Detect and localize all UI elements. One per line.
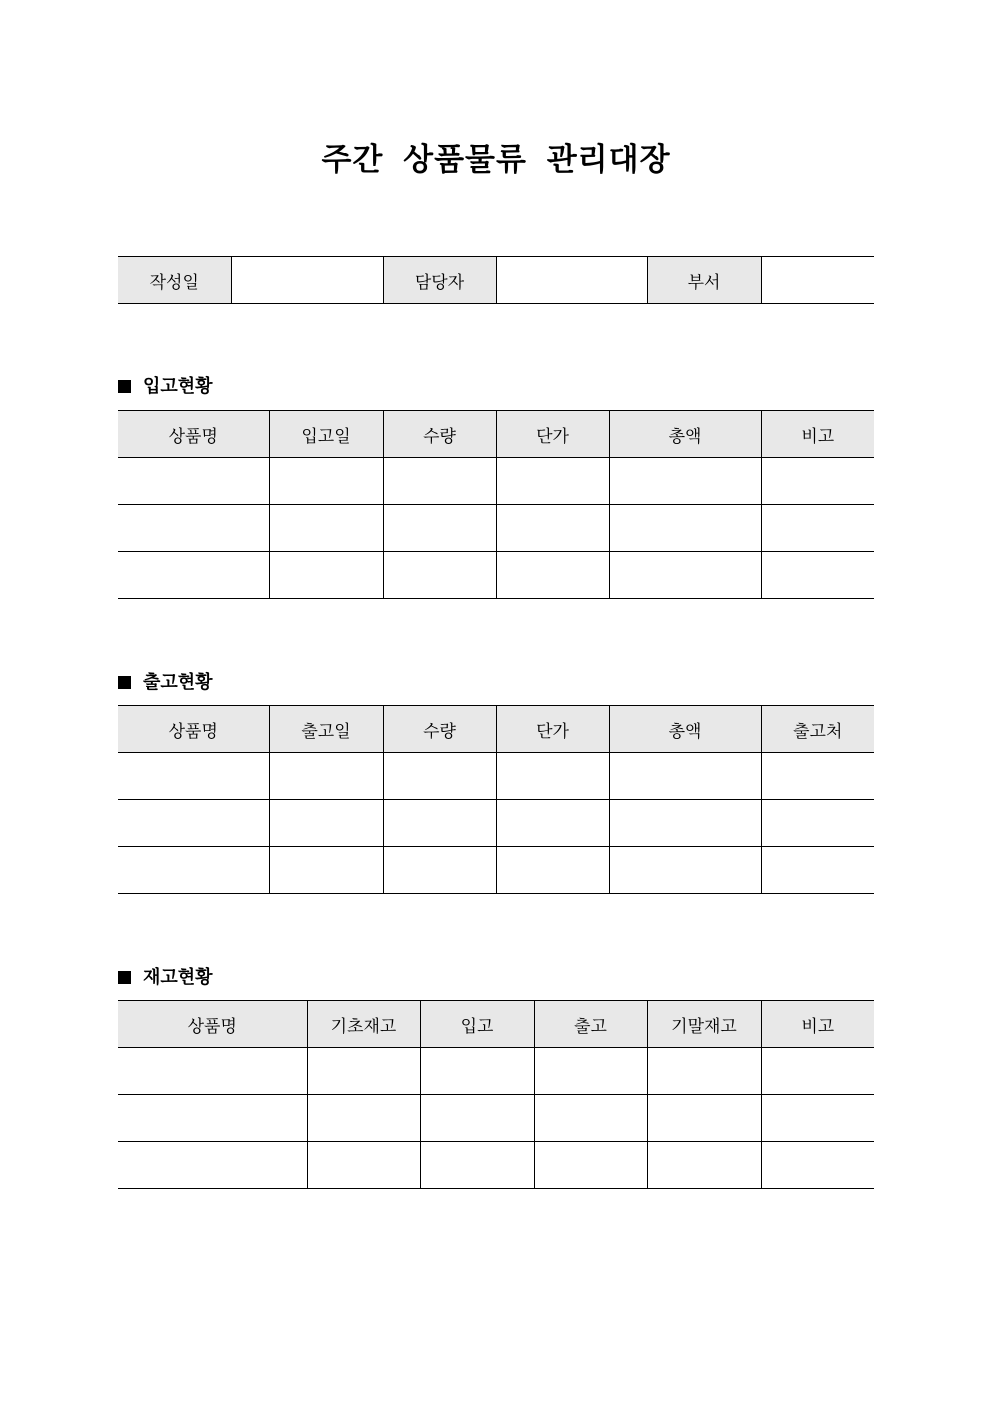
table-cell[interactable] (609, 552, 761, 599)
table-cell[interactable] (420, 1048, 534, 1095)
table-cell[interactable] (118, 1048, 307, 1095)
section-heading-outbound: 출고현황 (118, 668, 213, 694)
department-field[interactable] (761, 257, 874, 304)
column-header: 입고일 (269, 411, 383, 458)
table-cell[interactable] (534, 1048, 647, 1095)
table-cell[interactable] (383, 753, 496, 800)
table-cell[interactable] (383, 552, 496, 599)
table-cell[interactable] (761, 753, 874, 800)
table-cell[interactable] (609, 800, 761, 847)
table-cell[interactable] (761, 1095, 874, 1142)
table-header-row (118, 1001, 874, 1048)
document-title: 주간 상품물류 관리대장 (321, 142, 671, 178)
table-cell[interactable] (307, 1048, 420, 1095)
table-cell[interactable] (534, 1142, 647, 1189)
table-cell[interactable] (761, 847, 874, 894)
inbound-table (118, 410, 874, 599)
table-cell[interactable] (647, 1048, 761, 1095)
table-cell[interactable] (269, 505, 383, 552)
table-cell[interactable] (647, 1142, 761, 1189)
table-cell[interactable] (420, 1142, 534, 1189)
table-cell[interactable] (383, 847, 496, 894)
column-header: 총액 (609, 411, 761, 458)
table-cell[interactable] (534, 1095, 647, 1142)
label-manager: 담당자 (383, 257, 496, 304)
table-cell[interactable] (609, 458, 761, 505)
table-cell[interactable] (609, 753, 761, 800)
column-header: 단가 (496, 706, 609, 753)
table-cell[interactable] (420, 1095, 534, 1142)
table-row (118, 458, 874, 505)
table-cell[interactable] (118, 1142, 307, 1189)
table-cell[interactable] (269, 552, 383, 599)
table-cell[interactable] (118, 505, 269, 552)
column-header: 출고 (534, 1001, 647, 1048)
column-header: 기말재고 (647, 1001, 761, 1048)
section-heading-inventory: 재고현황 (118, 963, 213, 989)
table-cell[interactable] (761, 1142, 874, 1189)
square-bullet-icon (118, 676, 131, 689)
table-cell[interactable] (609, 505, 761, 552)
column-header: 수량 (383, 411, 496, 458)
table-cell[interactable] (118, 458, 269, 505)
table-cell[interactable] (118, 847, 269, 894)
table-cell[interactable] (496, 505, 609, 552)
inventory-table (118, 1000, 874, 1189)
table-cell[interactable] (609, 847, 761, 894)
outbound-table (118, 705, 874, 894)
table-cell[interactable] (383, 800, 496, 847)
section-heading-inbound: 입고현황 (118, 372, 213, 398)
column-header: 입고 (420, 1001, 534, 1048)
manager-field[interactable] (496, 257, 647, 304)
table-row (118, 552, 874, 599)
column-header: 수량 (383, 706, 496, 753)
table-cell[interactable] (269, 847, 383, 894)
column-header: 출고처 (761, 706, 874, 753)
label-written-date: 작성일 (118, 257, 231, 304)
table-header-row (118, 411, 874, 458)
table-row (118, 1048, 874, 1095)
table-row (118, 1142, 874, 1189)
table-cell[interactable] (496, 800, 609, 847)
table-cell[interactable] (118, 800, 269, 847)
table-cell[interactable] (496, 552, 609, 599)
square-bullet-icon (118, 380, 131, 393)
table-cell[interactable] (761, 458, 874, 505)
column-header: 출고일 (269, 706, 383, 753)
column-header: 비고 (761, 1001, 874, 1048)
column-header: 기초재고 (307, 1001, 420, 1048)
column-header: 총액 (609, 706, 761, 753)
table-cell[interactable] (496, 458, 609, 505)
square-bullet-icon (118, 971, 131, 984)
table-cell[interactable] (307, 1142, 420, 1189)
column-header: 단가 (496, 411, 609, 458)
table-row (118, 505, 874, 552)
table-cell[interactable] (761, 1048, 874, 1095)
table-cell[interactable] (761, 552, 874, 599)
label-department: 부서 (647, 257, 761, 304)
table-cell[interactable] (383, 458, 496, 505)
table-cell[interactable] (118, 552, 269, 599)
column-header: 상품명 (118, 1001, 307, 1048)
table-row (118, 847, 874, 894)
table-cell[interactable] (269, 458, 383, 505)
table-cell[interactable] (761, 800, 874, 847)
table-cell[interactable] (647, 1095, 761, 1142)
table-cell[interactable] (496, 847, 609, 894)
table-cell[interactable] (118, 753, 269, 800)
table-cell[interactable] (118, 1095, 307, 1142)
table-row (118, 753, 874, 800)
table-cell[interactable] (269, 753, 383, 800)
table-cell[interactable] (496, 753, 609, 800)
table-cell[interactable] (307, 1095, 420, 1142)
table-row (118, 800, 874, 847)
column-header: 비고 (761, 411, 874, 458)
table-cell[interactable] (383, 505, 496, 552)
table-cell[interactable] (761, 505, 874, 552)
written-date-field[interactable] (231, 257, 383, 304)
column-header: 상품명 (118, 411, 269, 458)
column-header: 상품명 (118, 706, 269, 753)
table-row (118, 1095, 874, 1142)
table-header-row (118, 706, 874, 753)
info-table (118, 256, 874, 304)
table-cell[interactable] (269, 800, 383, 847)
